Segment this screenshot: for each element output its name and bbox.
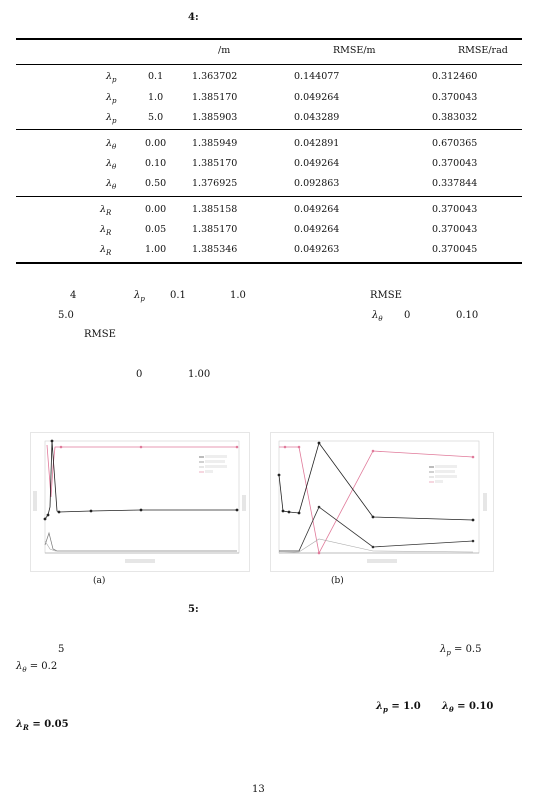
best-lambda-theta: $\lambda_\theta = 0.10$ [442, 701, 494, 714]
figure-caption: 5: [188, 604, 199, 615]
table-caption: 4: [188, 12, 199, 23]
param-symbol: $\lambda_R$ [100, 224, 112, 237]
cell-col3: 0.337844 [432, 178, 478, 189]
param-symbol: $\lambda_\theta$ [106, 178, 117, 191]
param-value: 0.05 [145, 224, 167, 235]
best-lambda-p: $\lambda_p = 1.0$ [376, 701, 421, 714]
para-text: 0.10 [456, 310, 479, 321]
page-number: 13 [252, 784, 265, 795]
param-symbol: $\lambda_R$ [100, 244, 112, 257]
cell-col2: 0.043289 [294, 112, 340, 123]
cell-col3: 0.370045 [432, 244, 478, 255]
param-symbol: $\lambda_R$ [100, 204, 112, 217]
group-rule [16, 129, 522, 130]
lambda-theta-symbol: $\lambda_\theta$ [372, 310, 383, 323]
para-text: 5 [58, 644, 65, 655]
para-text: RMSE [84, 329, 116, 340]
para-text: 0 [136, 369, 143, 380]
cell-col3: 0.370043 [432, 158, 478, 169]
para-text: RMSE [370, 290, 402, 301]
cell-col1: 1.363702 [192, 71, 238, 82]
cell-col2: 0.049264 [294, 224, 340, 235]
para-text: 0 [404, 310, 411, 321]
lambda-theta-eq: $\lambda_\theta = 0.2$ [16, 661, 58, 674]
cell-col3: 0.383032 [432, 112, 478, 123]
lambda-p-symbol: $\lambda_p$ [134, 290, 145, 303]
figure-5b-plot [271, 433, 493, 571]
table-header-rule [16, 64, 522, 65]
figure-5b-label: (b) [331, 576, 344, 586]
lambda-p-eq: $\lambda_p = 0.5$ [440, 644, 482, 657]
cell-col3: 0.370043 [432, 224, 478, 235]
param-symbol: $\lambda_p$ [106, 92, 117, 105]
cell-col2: 0.049264 [294, 204, 340, 215]
group-rule [16, 196, 522, 197]
param-value: 0.50 [145, 178, 167, 189]
param-value: 0.00 [145, 138, 167, 149]
cell-col1: 1.385170 [192, 92, 238, 103]
figure-5b [270, 432, 494, 572]
cell-col3: 0.370043 [432, 204, 478, 215]
param-value: 1.00 [145, 244, 167, 255]
para-text: 1.00 [188, 369, 211, 380]
best-lambda-r: $\lambda_R = 0.05$ [16, 719, 69, 732]
cell-col3: 0.670365 [432, 138, 478, 149]
para-text: 4 [70, 290, 77, 301]
table-bottom-rule [16, 262, 522, 264]
param-symbol: $\lambda_\theta$ [106, 138, 117, 151]
param-value: 5.0 [148, 112, 164, 123]
cell-col1: 1.385949 [192, 138, 238, 149]
cell-col1: 1.385903 [192, 112, 238, 123]
para-text: 0.1 [170, 290, 186, 301]
cell-col3: 0.312460 [432, 71, 478, 82]
cell-col2: 0.049264 [294, 158, 340, 169]
cell-col2: 0.144077 [294, 71, 340, 82]
header-col2: RMSE/m [333, 45, 376, 56]
cell-col2: 0.049263 [294, 244, 340, 255]
cell-col2: 0.092863 [294, 178, 340, 189]
cell-col1: 1.385346 [192, 244, 238, 255]
cell-col1: 1.385170 [192, 158, 238, 169]
param-value: 0.1 [148, 71, 164, 82]
param-value: 0.10 [145, 158, 167, 169]
figure-5a-label: (a) [93, 576, 106, 586]
cell-col1: 1.376925 [192, 178, 238, 189]
param-value: 1.0 [148, 92, 164, 103]
cell-col2: 0.042891 [294, 138, 340, 149]
header-col3: RMSE/rad [458, 45, 508, 56]
param-value: 0.00 [145, 204, 167, 215]
para-text: 1.0 [230, 290, 246, 301]
param-symbol: $\lambda_\theta$ [106, 158, 117, 171]
table-top-rule [16, 38, 522, 40]
figure-5a-plot [31, 433, 249, 571]
param-symbol: $\lambda_p$ [106, 112, 117, 125]
cell-col2: 0.049264 [294, 92, 340, 103]
figure-5a [30, 432, 250, 572]
cell-col1: 1.385158 [192, 204, 238, 215]
para-text: 5.0 [58, 310, 74, 321]
param-symbol: $\lambda_p$ [106, 71, 117, 84]
header-col1: /m [218, 45, 231, 56]
cell-col1: 1.385170 [192, 224, 238, 235]
cell-col3: 0.370043 [432, 92, 478, 103]
